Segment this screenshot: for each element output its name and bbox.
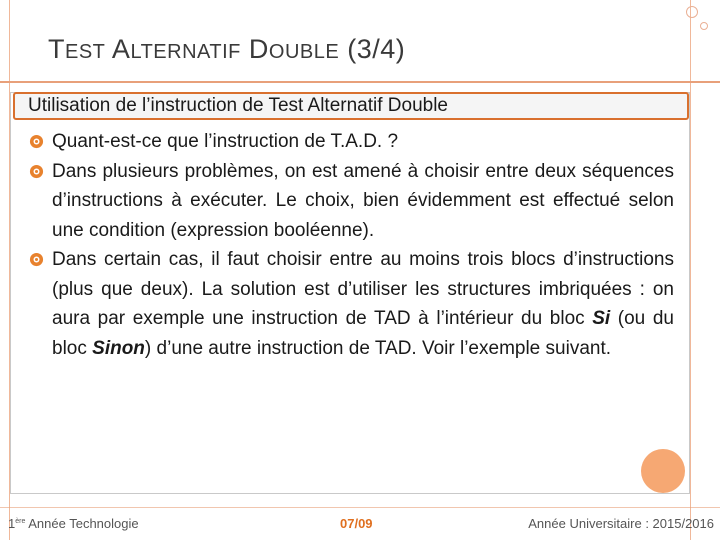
decorative-circle-small — [686, 6, 698, 18]
bullet-item-2 — [28, 157, 674, 246]
slide-title — [48, 34, 405, 65]
title-divider-line — [0, 81, 720, 83]
bullet-text: Dans plusieurs problèmes, on est amené à choisir entre deux séquences d’instructions à exécuter. Le choix, bien évidemment est effectué selon une condition (expression booléenne). — [52, 160, 674, 241]
keyword-sinon: Sinon — [92, 337, 145, 359]
decorative-circle-small — [700, 22, 708, 30]
bullet-text-middle: (ou du bloc — [52, 308, 674, 359]
bullet-list — [28, 127, 674, 363]
bullet-text-after: ) d’une autre instruction de TAD. Voir l’exemple suivant. — [144, 337, 612, 359]
footer-course: 1ère Année Technologie — [8, 516, 139, 531]
bullet-text-before: Dans certain cas, il faut choisir entre au moins trois blocs d’instructions (plus que deux). La solution est d’utiliser les structures imbriquées : on aura par exemple une instruction de TAD à l’intérieur du bloc — [52, 249, 674, 329]
sun-bullet-icon — [29, 252, 44, 267]
title-suffix: (3/4) — [347, 34, 406, 64]
footer-academic-year: Année Universitaire : 2015/2016 — [528, 516, 714, 531]
keyword-si: Si — [592, 308, 611, 329]
title-word-1: TEST — [48, 34, 106, 64]
sun-bullet-icon — [29, 164, 44, 179]
bullet-text: Quant-est-ce que l’instruction de T.A.D. ? — [52, 131, 399, 152]
bullet-item-1 — [28, 127, 674, 157]
section-heading: Utilisation de l’instruction de Test Alternatif Double — [28, 95, 448, 116]
bullet-item-3 — [28, 245, 674, 363]
footer-divider-line — [0, 507, 720, 508]
sun-bullet-icon — [29, 134, 44, 149]
title-word-3: DOUBLE — [248, 34, 340, 64]
decorative-circle-large — [641, 449, 685, 493]
page-number: 07/09 — [340, 516, 373, 531]
title-word-2: ALTERNATIF — [111, 34, 241, 64]
